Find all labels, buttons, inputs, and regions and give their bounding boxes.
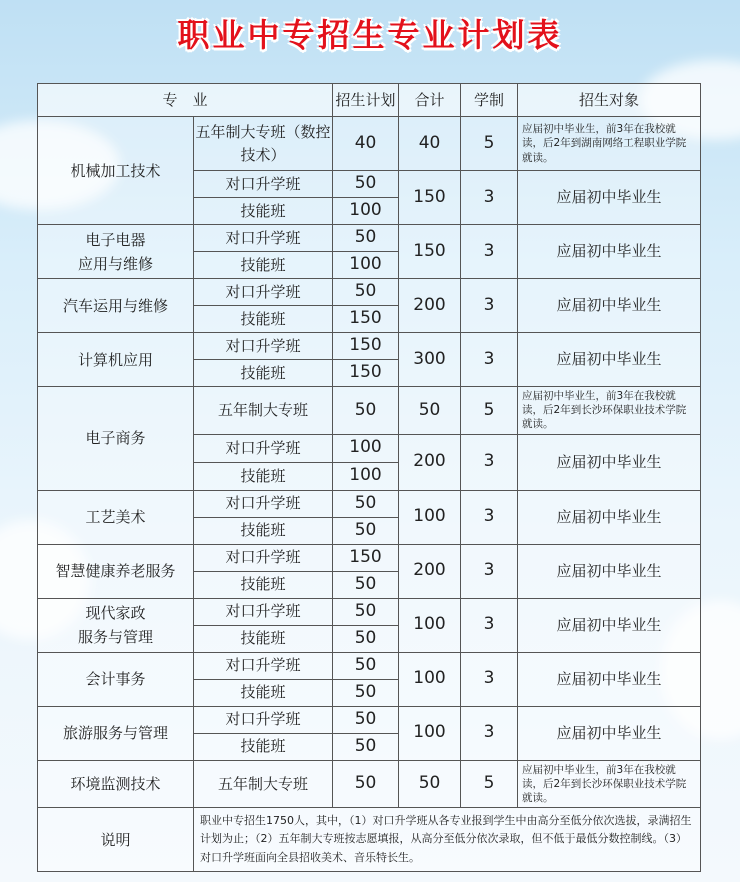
plan-count: 50 (333, 760, 399, 808)
note-row (38, 808, 701, 872)
class-type: 技能班 (194, 733, 333, 760)
plan-count: 50 (333, 225, 399, 252)
table-row (38, 387, 701, 435)
total-count: 150 (399, 225, 461, 279)
note-label: 说明 (38, 808, 194, 872)
plan-count: 50 (333, 706, 399, 733)
class-type: 技能班 (194, 679, 333, 706)
major-name: 现代家政 服务与管理 (38, 598, 194, 652)
class-type: 技能班 (194, 306, 333, 333)
page-title: 职业中专招生专业计划表 (177, 16, 563, 54)
years: 5 (461, 387, 518, 435)
class-type: 五年制大专班 (194, 760, 333, 808)
target: 应届初中毕业生 (518, 434, 701, 490)
target: 应届初中毕业生 (518, 652, 701, 706)
years: 3 (461, 171, 518, 225)
target: 应届初中毕业生 (518, 225, 701, 279)
years: 3 (461, 434, 518, 490)
years: 3 (461, 652, 518, 706)
plan-count: 50 (333, 652, 399, 679)
target: 应届初中毕业生 (518, 333, 701, 387)
plan-count: 100 (333, 434, 399, 462)
class-type: 五年制大专班 (194, 387, 333, 435)
plan-count: 50 (333, 171, 399, 198)
target: 应届初中毕业生 (518, 706, 701, 760)
target: 应届初中毕业生，前3年在我校就读，后2年到湖南网络工程职业学院就读。 (518, 117, 701, 171)
years: 3 (461, 706, 518, 760)
major-name: 旅游服务与管理 (38, 706, 194, 760)
table-row (38, 225, 701, 252)
major-name: 环境监测技术 (38, 760, 194, 808)
target: 应届初中毕业生 (518, 544, 701, 598)
class-type: 技能班 (194, 252, 333, 279)
class-type: 对口升学班 (194, 279, 333, 306)
header-target: 招生对象 (518, 84, 701, 117)
major-name: 计算机应用 (38, 333, 194, 387)
class-type: 对口升学班 (194, 225, 333, 252)
major-name: 汽车运用与维修 (38, 279, 194, 333)
plan-count: 50 (333, 571, 399, 598)
plan-count: 50 (333, 490, 399, 517)
header-total: 合计 (399, 84, 461, 117)
plan-count: 150 (333, 544, 399, 571)
class-type: 对口升学班 (194, 544, 333, 571)
plan-count: 100 (333, 462, 399, 490)
target: 应届初中毕业生 (518, 598, 701, 652)
major-name: 会计事务 (38, 652, 194, 706)
total-count: 50 (399, 760, 461, 808)
class-type: 对口升学班 (194, 490, 333, 517)
major-name: 工艺美术 (38, 490, 194, 544)
plan-count: 50 (333, 625, 399, 652)
plan-count: 150 (333, 333, 399, 360)
total-count: 300 (399, 333, 461, 387)
plan-count: 50 (333, 517, 399, 544)
target: 应届初中毕业生 (518, 490, 701, 544)
table-row (38, 598, 701, 625)
total-count: 200 (399, 434, 461, 490)
class-type: 对口升学班 (194, 706, 333, 733)
class-type: 对口升学班 (194, 598, 333, 625)
header-major: 专 业 (38, 84, 333, 117)
total-count: 150 (399, 171, 461, 225)
header-plan: 招生计划 (333, 84, 399, 117)
target: 应届初中毕业生，前3年在我校就读，后2年到长沙环保职业技术学院就读。 (518, 387, 701, 435)
class-type: 技能班 (194, 462, 333, 490)
major-name: 电子电器 应用与维修 (38, 225, 194, 279)
plan-count: 150 (333, 306, 399, 333)
years: 3 (461, 544, 518, 598)
plan-count: 40 (333, 117, 399, 171)
major-name: 机械加工技术 (38, 117, 194, 225)
plan-count: 50 (333, 733, 399, 760)
plan-count: 50 (333, 279, 399, 306)
target: 应届初中毕业生，前3年在我校就读，后2年到长沙环保职业技术学院就读。 (518, 760, 701, 808)
class-type: 技能班 (194, 571, 333, 598)
target: 应届初中毕业生 (518, 171, 701, 225)
years: 5 (461, 117, 518, 171)
class-type: 技能班 (194, 517, 333, 544)
note-text: 职业中专招生1750人，其中，（1）对口升学班从各专业报到学生中由高分至低分依次选拔，录满招生计划为止；（2）五年制大专班按志愿填报，从高分至低分依次录取，但不低于最低分数控制线。（3）对口升学班面向全县招收美术、音乐特长生。 (194, 808, 701, 872)
major-name: 电子商务 (38, 387, 194, 491)
class-type: 五年制大专班（数控技术） (194, 117, 333, 171)
table-header-row (38, 84, 701, 117)
total-count: 100 (399, 598, 461, 652)
plan-count: 50 (333, 598, 399, 625)
class-type: 对口升学班 (194, 434, 333, 462)
table-row (38, 490, 701, 517)
major-name: 智慧健康养老服务 (38, 544, 194, 598)
years: 3 (461, 333, 518, 387)
years: 3 (461, 598, 518, 652)
total-count: 50 (399, 387, 461, 435)
total-count: 100 (399, 490, 461, 544)
total-count: 200 (399, 279, 461, 333)
plan-count: 100 (333, 252, 399, 279)
total-count: 200 (399, 544, 461, 598)
years: 3 (461, 279, 518, 333)
class-type: 对口升学班 (194, 652, 333, 679)
class-type: 技能班 (194, 360, 333, 387)
total-count: 40 (399, 117, 461, 171)
total-count: 100 (399, 652, 461, 706)
table-row (38, 333, 701, 360)
years: 5 (461, 760, 518, 808)
plan-count: 50 (333, 387, 399, 435)
table-row (38, 652, 701, 679)
class-type: 技能班 (194, 625, 333, 652)
table-row (38, 706, 701, 733)
table-row (38, 279, 701, 306)
plan-count: 150 (333, 360, 399, 387)
table-row (38, 117, 701, 171)
class-type: 对口升学班 (194, 171, 333, 198)
target: 应届初中毕业生 (518, 279, 701, 333)
plan-count: 50 (333, 679, 399, 706)
total-count: 100 (399, 706, 461, 760)
header-years: 学制 (461, 84, 518, 117)
class-type: 对口升学班 (194, 333, 333, 360)
enrollment-plan-table (37, 83, 701, 872)
table-row (38, 544, 701, 571)
years: 3 (461, 225, 518, 279)
class-type: 技能班 (194, 198, 333, 225)
table-row (38, 760, 701, 808)
plan-count: 100 (333, 198, 399, 225)
years: 3 (461, 490, 518, 544)
